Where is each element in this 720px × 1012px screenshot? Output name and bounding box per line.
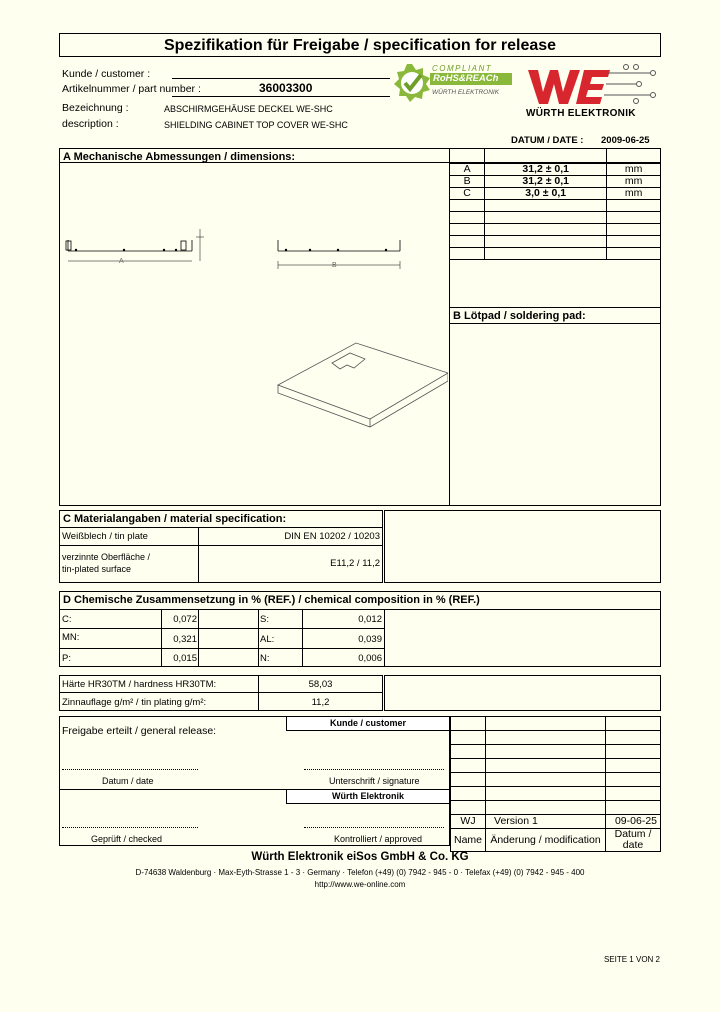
we-bar: Würth Elektronik [286, 789, 450, 804]
chem-right-val-2: 0,006 [358, 653, 382, 664]
chem-left-val-0: 0,072 [173, 614, 197, 625]
bezeichnung-value: ABSCHIRMGEHÄUSE DECKEL WE-SHC [164, 104, 333, 114]
customer-label: Kunde / customer : [62, 68, 151, 80]
rohs-compliant-badge [392, 62, 514, 102]
release-date-label: Datum / date [102, 776, 154, 786]
badge-line3: WÜRTH ELEKTRONIK [432, 89, 500, 96]
section-c-title: C Materialangaben / material specification: [63, 513, 287, 525]
chem-right-val-1: 0,039 [358, 634, 382, 645]
chem-left-val-1: 0,321 [173, 634, 197, 645]
revision-header-row: Name Änderung / modification Datum / date [451, 829, 661, 852]
part-number: 36003300 [259, 81, 313, 95]
approved-sign-line [304, 827, 444, 828]
page-title: Spezifikation für Freigabe / specification for release [163, 37, 557, 54]
customer-bar: Kunde / customer [286, 716, 450, 731]
dim-label-b: B [332, 262, 337, 269]
chem-right-el-0: S: [260, 614, 269, 625]
material-row2-label-1: verzinnte Oberfläche / [62, 552, 151, 562]
dimension-drawing [60, 163, 448, 505]
section-c-side-box [384, 510, 661, 583]
footer-web: http://www.we-online.com [314, 880, 406, 889]
approved-label: Kontrolliert / approved [334, 834, 423, 844]
badge-line1: COMPLIANT [432, 64, 493, 73]
description-label: description : [62, 118, 119, 130]
material-row2-value: E11,2 / 11,2 [330, 558, 380, 569]
description-value: SHIELDING CABINET TOP COVER WE-SHC [164, 120, 348, 130]
part-number-label: Artikelnummer / part number : [62, 83, 201, 95]
badge-line2: RoHS&REACh [433, 73, 499, 84]
chem-left-val-2: 0,015 [173, 653, 197, 664]
chem-left-el-1: MN: [62, 632, 80, 643]
table-row: WJ Version 1 09-06-25 [451, 815, 661, 829]
revision-table [450, 716, 661, 852]
hardness-side-box [384, 675, 661, 711]
hardness-value: 58,03 [308, 679, 333, 690]
chem-right-el-1: AL: [260, 634, 275, 645]
date-sign-line [62, 769, 198, 770]
section-b-frame [449, 307, 661, 506]
customer-sign-line [304, 769, 444, 770]
checked-sign-line [62, 827, 198, 828]
we-logo [526, 62, 662, 118]
chem-right-val-0: 0,012 [358, 614, 382, 625]
date-label: DATUM / DATE : [511, 135, 584, 146]
we-logo-mark-icon [526, 62, 662, 106]
hardness-label: Härte HR30TM / hardness HR30TM: [62, 679, 217, 690]
table-row: B 31,2 ± 0,1 mm [450, 176, 661, 188]
footer-address: D-74638 Waldenburg · Max-Eyth-Strasse 1 - 3 · Germany · Telefon (+49) (0) 7942 - 945 - 0 · Telefax (+49) (0) 7942 - 945 - 400 [135, 868, 585, 877]
chem-left-el-2: P: [62, 653, 71, 664]
we-logo-name: WÜRTH ELEKTRONIK [526, 108, 636, 119]
dim-label-a: A [119, 258, 124, 265]
page-number: SEITE 1 VON 2 [603, 955, 660, 964]
section-d-title: D Chemische Zusammensetzung in % (REF.) / chemical composition in % (REF.) [63, 594, 480, 606]
material-row2-label-2: tin-plated surface [62, 564, 132, 574]
rohs-check-icon [392, 62, 432, 102]
general-release-label: Freigabe erteilt / general release: [62, 725, 217, 737]
table-row: C 3,0 ± 0,1 mm [450, 188, 661, 200]
bezeichnung-label: Bezeichnung : [62, 102, 129, 114]
material-row1-value: DIN EN 10202 / 10203 [284, 531, 380, 542]
date-value: 2009-06-25 [601, 135, 650, 146]
section-b-title: B Lötpad / soldering pad: [453, 310, 586, 322]
chem-left-el-0: C: [62, 614, 72, 625]
release-signature-label: Unterschrift / signature [329, 776, 420, 786]
part-number-line [172, 96, 390, 97]
table-row: A 31,2 ± 0,1 mm [450, 164, 661, 176]
material-row1-label: Weißblech / tin plate [62, 531, 148, 542]
tin-plating-label: Zinnauflage g/m² / tin plating g/m²: [62, 697, 207, 708]
dimension-table [449, 148, 661, 260]
customer-line [172, 78, 390, 79]
chem-right-el-2: N: [260, 653, 270, 664]
checked-label: Geprüft / checked [91, 834, 163, 844]
footer-company: Würth Elektronik eiSos GmbH & Co. KG [251, 851, 469, 863]
tin-plating-value: 11,2 [311, 697, 330, 708]
section-a-title: A Mechanische Abmessungen / dimensions: [63, 151, 296, 163]
